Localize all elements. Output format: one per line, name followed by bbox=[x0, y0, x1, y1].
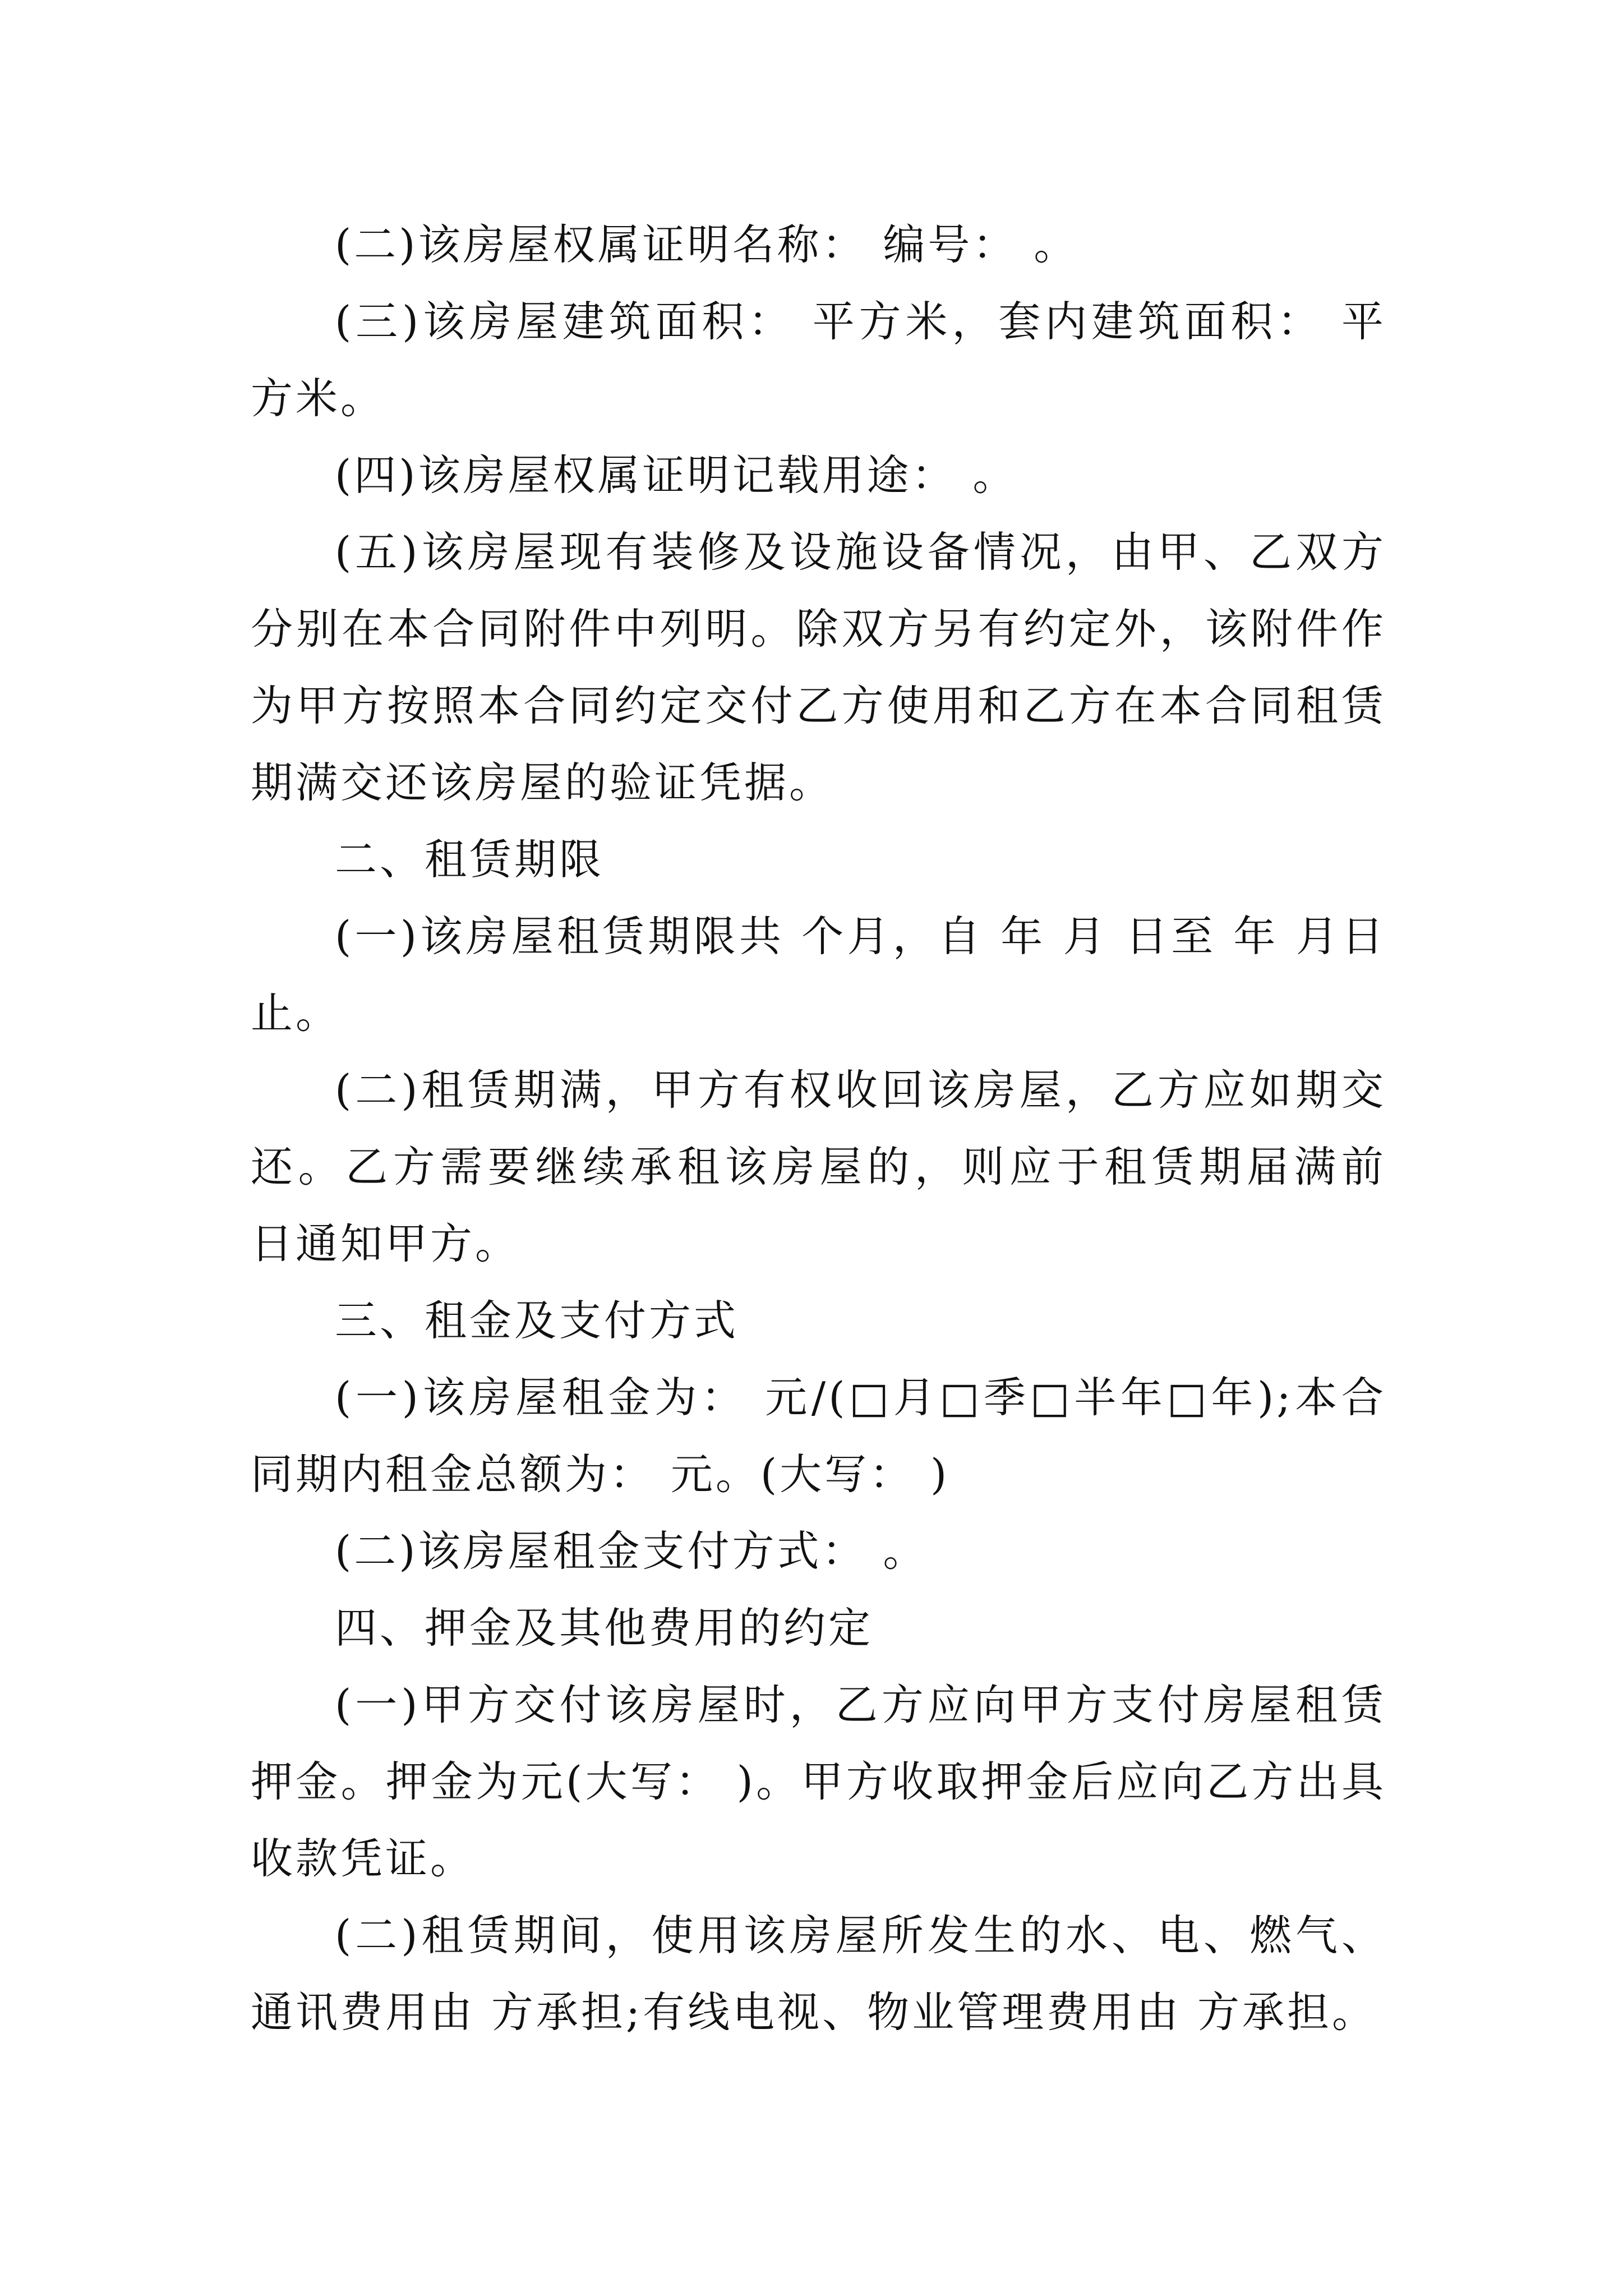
clause-deposit: (一)甲方交付该房屋时，乙方应向甲方支付房屋租赁押金。押金为元(大写： )。甲方收取押金后应向乙方出具收款凭证。 bbox=[251, 1680, 1386, 1883]
clause-decoration-facilities: (五)该房屋现有装修及设施设备情况，由甲、乙双方分别在本合同附件中列明。除双方另有约定外，该附件作为甲方按照本合同约定交付乙方使用和乙方在本合同租赁期满交还该房屋的验证凭据。 bbox=[251, 527, 1386, 807]
section-heading-rent-payment: 三、租金及支付方式 bbox=[335, 1296, 739, 1345]
section-heading-deposit-fees: 四、押金及其他费用的约定 bbox=[335, 1603, 874, 1653]
clause-payment-method: (二)该房屋租金支付方式： 。 bbox=[335, 1526, 928, 1576]
clause-floor-area: (三)该房屋建筑面积： 平方米，套内建筑面积： 平方米。 bbox=[251, 297, 1386, 423]
clause-lease-period: (一)该房屋租赁期限共 个月，自 年 月 日至 年 月日止。 bbox=[251, 912, 1386, 1038]
clause-usage: (四)该房屋权属证明记载用途： 。 bbox=[335, 450, 1018, 500]
clause-lease-expiry: (二)租赁期满，甲方有权收回该房屋，乙方应如期交还。乙方需要继续承租该房屋的，则应于租赁期届满前 日通知甲方。 bbox=[251, 1065, 1386, 1268]
clause-ownership-certificate: (二)该房屋权属证明名称： 编号： 。 bbox=[335, 220, 1079, 269]
section-heading-lease-term: 二、租赁期限 bbox=[335, 835, 605, 884]
clause-utility-fees: (二)租赁期间，使用该房屋所发生的水、电、燃气、通讯费用由 方承担;有线电视、物业管理费用由 方承担。 bbox=[251, 1911, 1386, 2037]
clause-rent-amount: (一)该房屋租金为： 元/(□月□季□半年□年);本合同期内租金总额为： 元。(大写： ) bbox=[251, 1373, 1386, 1499]
document-body bbox=[251, 206, 1386, 2051]
